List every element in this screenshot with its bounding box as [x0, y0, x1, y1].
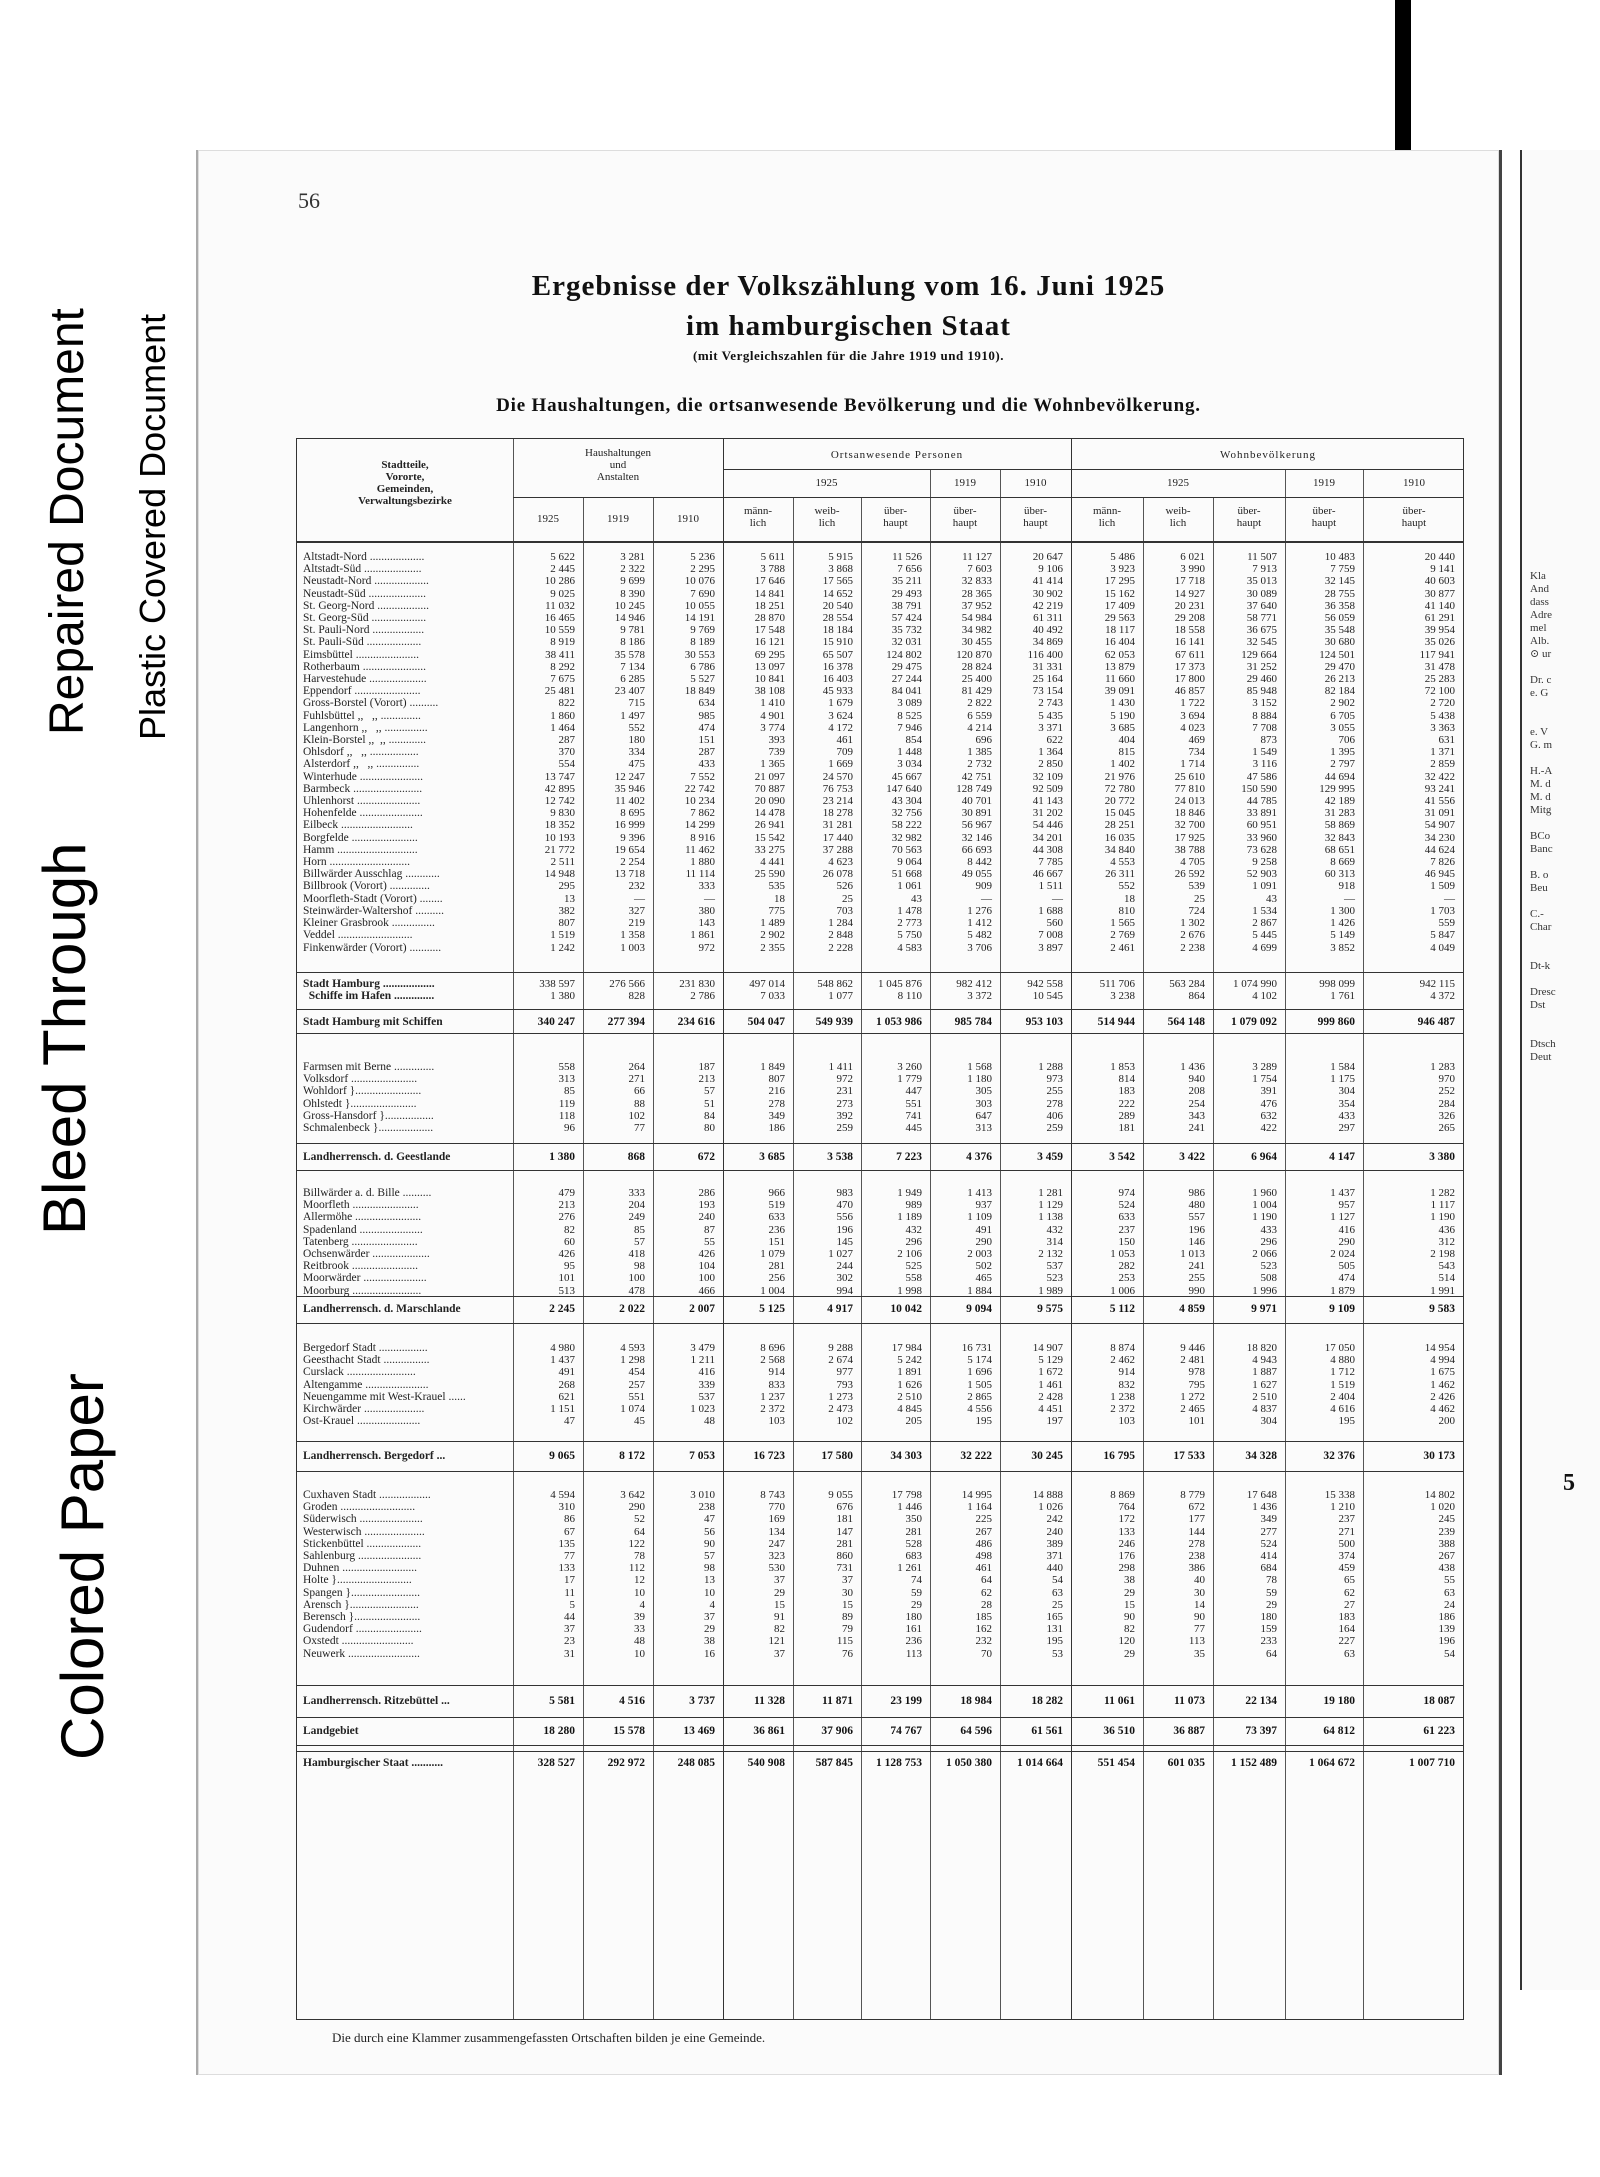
header-1925-resident: 1925 [1167, 477, 1189, 489]
value-col-10: 17 533 [1173, 1450, 1205, 1462]
value-col-10: 3 422 [1179, 1151, 1205, 1163]
value-col-13: 1 283 970 252 284 326 265 [1430, 1061, 1455, 1135]
value-col-11: 34 328 [1245, 1450, 1277, 1462]
value-col-10: 36 887 [1173, 1725, 1205, 1737]
value-col-7: 982 412 3 372 [956, 978, 992, 1003]
page-title-line2: im hamburgischen Staat [686, 310, 1011, 342]
value-col-12: 64 812 [1323, 1725, 1355, 1737]
value-col-8: 20 647 9 106 41 414 30 902 42 219 61 311 40 492 34 869 116 400 31 331 25 164 73 154 2 743 5 435 3 371 622 1 364 2 850 32 109 92 509 41 143 31 202 54 446 34 201 44 308 7 785 46 667 1 511 — 1 688 560 7 008 3 897 [1027, 551, 1063, 954]
value-col-6: 1 045 876 8 110 [878, 978, 922, 1003]
value-col-2: 868 [627, 1151, 645, 1163]
value-col-13: 20 440 9 141 40 603 30 877 41 140 61 291 39 954 35 026 117 941 31 478 25 283 72 100 2 720 5 438 3 363 631 1 371 2 859 32 422 93 241 41 556 31 091 54 907 34 230 44 624 7 826 46 945 1 509 — 1 703 559 5 847 4 049 [1419, 551, 1455, 954]
value-col-2: 276 566 828 [609, 978, 645, 1003]
repaired-document-label: Repaired Document [41, 308, 94, 735]
value-col-9: 974 524 633 237 150 1 053 282 253 1 006 [1110, 1187, 1135, 1297]
header-present-persons: Ortsanwesende Personen [830, 449, 964, 461]
header-1919-present: 1919 [954, 477, 976, 489]
value-col-12: 15 338 1 210 237 271 500 374 459 65 62 27 183 164 227 63 [1324, 1489, 1355, 1660]
value-col-12: 17 050 4 880 1 712 1 519 2 404 4 616 195 [1324, 1342, 1355, 1428]
adjacent-page-number: 5 [1563, 1470, 1575, 1496]
value-col-13: 1 282 1 117 1 190 436 312 2 198 543 514 1 991 [1430, 1187, 1455, 1297]
header-total: über- haupt [883, 505, 908, 529]
header-1910-resident: 1910 [1403, 477, 1425, 489]
value-col-2: 4 593 1 298 454 257 551 1 074 45 [620, 1342, 645, 1428]
value-col-8: 18 282 [1031, 1695, 1063, 1707]
value-col-10: 6 021 3 990 17 718 14 927 20 231 29 208 18 558 16 141 67 611 17 373 17 800 46 857 1 722 3 694 4 023 469 734 1 714 25 610 77 810 24 013 18 846 32 700 17 925 38 788 4 705 26 592 539 25 724 1 302 2 676 2 238 [1174, 551, 1205, 954]
value-col-10: 601 035 [1167, 1757, 1205, 1769]
value-col-7: 4 376 [966, 1151, 992, 1163]
value-col-8: 14 888 1 026 242 240 389 371 440 54 63 25 165 131 195 53 [1032, 1489, 1063, 1660]
value-col-3: 2 007 [689, 1303, 715, 1315]
value-col-5: 548 862 1 077 [817, 978, 853, 1003]
value-col-4: 11 328 [754, 1695, 785, 1707]
header-res-female: weib- lich [1165, 505, 1191, 529]
value-col-8: 1 281 1 129 1 138 432 314 2 132 537 523 1 989 [1038, 1187, 1063, 1297]
value-col-10: 8 779 672 177 144 278 238 386 40 30 14 90 77 113 35 [1180, 1489, 1205, 1660]
total-bergedorf-label: Landherrensch. Bergedorf ... [303, 1450, 446, 1462]
value-col-8: 953 103 [1025, 1016, 1063, 1028]
value-col-3: 187 213 57 51 84 80 [698, 1061, 715, 1135]
value-col-1: 9 065 [549, 1450, 575, 1462]
value-col-6: 74 767 [890, 1725, 922, 1737]
value-col-9: 16 795 [1103, 1450, 1135, 1462]
value-col-13: 942 115 4 372 [1419, 978, 1455, 1003]
table-heading: Die Haushaltungen, die ortsanwesende Bevölkerung und die Wohnbevölkerung. [496, 395, 1201, 416]
value-col-7: 64 596 [960, 1725, 992, 1737]
value-col-1: 5 622 2 445 10 286 9 025 11 032 16 465 10 559 8 919 38 411 8 292 7 675 25 481 822 1 860 1 464 287 370 554 13 747 42 895 12 742 9 830 18 352 10 193 21 772 2 511 14 948 295 13 382 807 1 519 1 242 [544, 551, 575, 954]
value-col-7: 14 995 1 164 225 267 486 498 461 64 62 28 185 162 232 70 [961, 1489, 992, 1660]
value-col-13: 9 583 [1429, 1303, 1455, 1315]
value-col-1: 340 247 [537, 1016, 575, 1028]
value-col-6: 3 260 1 779 447 551 741 445 [897, 1061, 922, 1135]
value-col-4: 8 696 2 568 914 833 1 237 2 372 103 [760, 1342, 785, 1428]
value-col-11: 18 820 4 943 1 887 1 627 2 510 4 837 304 [1246, 1342, 1277, 1428]
value-col-6: 1 949 989 1 189 432 296 2 106 525 558 1 998 [897, 1187, 922, 1297]
header-total-1910: über- haupt [1023, 505, 1048, 529]
header-1919-resident: 1919 [1313, 477, 1335, 489]
value-col-9: 5 112 [1109, 1303, 1135, 1315]
value-col-10: 9 446 2 481 978 795 1 272 2 465 101 [1180, 1342, 1205, 1428]
value-col-1: 338 597 1 380 [539, 978, 575, 1003]
value-col-12: 9 109 [1329, 1303, 1355, 1315]
value-col-1: 479 213 276 82 60 426 95 101 513 [558, 1187, 575, 1297]
district-names-city: Altstadt-Nord ................... Altstadt-Süd .................... Neustadt-Nord ................... Neustadt-Süd .................... St. Georg-Nord .................. St. Georg-Süd ................... St. Pauli-Nord .................. St. Pauli-Süd ................... Eimsbüttel ...................... Rotherbaum ...................... Harvestehude .................... Eppendorf ....................... Gross-Borstel (Vorort) .......... Fuhlsbüttel ,, ,, .............. Langenhorn ,, ,, ............... Klein-Borstel ,, ,, ............. Ohlsdorf ,, ,, ................. Alsterdorf ,, ,, ............... Winterhude ...................... Barmbeck ........................ Uhlenhorst ...................... Hohenfelde ...................... Eilbeck ......................... Borgfelde ....................... Hamm ............................ Horn ............................ Billwärder Ausschlag ............ Billbrook (Vorort) .............. Moorfleth-Stadt (Vorort) ........ Steinwärder-Waltershof .......... Kleiner Grasbrook ............... Veddel .......................... Finkenwärder (Vorort) ........... [303, 551, 444, 954]
value-col-12: 1 584 1 175 304 354 433 297 [1330, 1061, 1355, 1135]
header-resident-population: Wohnbevölkerung [1220, 449, 1316, 461]
value-col-11: 6 964 [1251, 1151, 1277, 1163]
value-col-1: 328 527 [537, 1757, 575, 1769]
value-col-3: 5 236 2 295 10 076 7 690 10 055 14 191 9 769 8 189 30 553 6 786 5 527 18 849 634 985 474 151 287 433 7 552 22 742 10 234 7 862 14 299 8 916 11 462 1 880 11 114 333 — 380 143 1 861 972 [684, 551, 715, 954]
value-col-8: 1 014 664 [1017, 1757, 1063, 1769]
value-col-1: 18 280 [543, 1725, 575, 1737]
value-col-8: 1 288 973 255 278 406 259 [1038, 1061, 1063, 1135]
value-col-10: 11 073 [1174, 1695, 1205, 1707]
total-schiffe-label: Stadt Hamburg mit Schiffen [303, 1016, 443, 1028]
value-col-9: 514 944 [1097, 1016, 1135, 1028]
value-col-8: 14 907 5 129 1 672 1 461 2 428 4 451 197 [1032, 1342, 1063, 1428]
value-col-2: 8 172 [619, 1450, 645, 1462]
value-col-4: 5 125 [759, 1303, 785, 1315]
value-col-10: 1 436 940 208 254 343 241 [1180, 1061, 1205, 1135]
value-col-8: 9 575 [1037, 1303, 1063, 1315]
page-title: Ergebnisse der Volkszählung vom 16. Juni 1925 [531, 270, 1166, 302]
value-col-4: 5 611 3 788 17 646 14 841 18 251 28 870 17 548 16 121 69 295 13 097 10 841 38 108 1 410 4 901 3 774 393 739 1 365 21 097 70 887 20 090 14 478 26 941 15 542 33 275 4 441 25 590 535 18 775 1 489 2 902 2 355 [754, 551, 785, 954]
value-col-6: 7 223 [896, 1151, 922, 1163]
district-names-marsch: Billwärder a. d. Bille .......... Moorfleth ....................... Allermöhe ....................... Spadenland ...................... Tatenberg ....................... Ochsenwärder .................... Reitbrook ....................... Moorwärder ...................... Moorburg ........................ [303, 1187, 432, 1297]
value-col-2: 333 204 249 85 57 418 98 100 478 [628, 1187, 645, 1297]
value-col-7: 18 984 [960, 1695, 992, 1707]
value-col-2: 264 271 66 88 102 77 [628, 1061, 645, 1135]
header-res-total: über- haupt [1236, 505, 1262, 529]
value-col-4: 1 849 807 216 278 349 186 [760, 1061, 785, 1135]
value-col-4: 8 743 770 169 134 247 323 530 37 29 15 91 82 121 37 [760, 1489, 785, 1660]
header-households: Haushaltungen und Anstalten [585, 447, 651, 483]
value-col-5: 9 288 2 674 977 793 1 273 2 473 102 [828, 1342, 853, 1428]
value-col-9: 3 542 [1109, 1151, 1135, 1163]
value-col-4: 504 047 [747, 1016, 785, 1028]
value-col-2: 15 578 [613, 1725, 645, 1737]
value-col-2: 2 022 [619, 1303, 645, 1315]
value-col-12: 4 147 [1329, 1151, 1355, 1163]
value-col-1: 5 581 [549, 1695, 575, 1707]
value-col-5: 11 871 [822, 1695, 853, 1707]
staat-label: Hamburgischer Staat ........... [303, 1757, 444, 1769]
value-col-12: 999 860 [1317, 1016, 1355, 1028]
value-col-11: 9 971 [1251, 1303, 1277, 1315]
value-col-4: 3 685 [759, 1151, 785, 1163]
value-col-6: 34 303 [890, 1450, 922, 1462]
value-col-3: 3 479 1 211 416 339 537 1 023 48 [690, 1342, 715, 1428]
total-stadt-label: Stadt Hamburg .................. Schiffe im Hafen .............. [303, 978, 435, 1003]
total-marsch-label: Landherrensch. d. Marschlande [303, 1303, 461, 1315]
header-1910-present: 1910 [1024, 477, 1047, 489]
value-col-1: 1 380 [549, 1151, 575, 1163]
value-col-2: 4 516 [619, 1695, 645, 1707]
value-col-7: 9 094 [966, 1303, 992, 1315]
value-col-2: 3 642 290 52 64 122 78 112 12 10 4 39 33 48 10 [620, 1489, 645, 1660]
value-col-11: 17 648 1 436 349 277 524 414 684 78 59 29 180 159 233 64 [1246, 1489, 1277, 1660]
value-col-9: 1 853 814 183 222 289 181 [1110, 1061, 1135, 1135]
value-col-6: 1 128 753 [876, 1757, 922, 1769]
value-col-12: 10 483 7 759 32 145 28 755 36 358 56 059 35 548 30 680 124 501 29 470 26 213 82 184 2 902 6 705 3 055 706 1 395 2 797 44 694 129 995 42 189 31 283 58 869 32 843 68 651 8 669 60 313 918 — 1 300 1 426 5 149 3 852 [1319, 551, 1355, 954]
value-col-6: 17 984 5 242 1 891 1 626 2 510 4 845 205 [891, 1342, 922, 1428]
value-col-5: 983 470 556 196 145 1 027 244 302 994 [828, 1187, 853, 1297]
value-col-6: 17 798 1 446 350 281 528 683 1 261 74 59 29 180 161 236 113 [891, 1489, 922, 1660]
value-col-3: 672 [697, 1151, 715, 1163]
value-col-10: 4 859 [1179, 1303, 1205, 1315]
value-col-1: 4 594 310 86 67 135 77 133 17 11 5 44 37 23 31 [550, 1489, 575, 1660]
value-col-13: 946 487 [1417, 1016, 1455, 1028]
header-hh-1925: 1925 [537, 513, 559, 525]
value-col-8: 30 245 [1031, 1450, 1063, 1462]
header-district: Stadtteile, Vororte, Gemeinden, Verwaltungsbezirke [358, 459, 452, 507]
value-col-7: 32 222 [960, 1450, 992, 1462]
value-col-13: 3 380 [1429, 1151, 1455, 1163]
value-col-13: 14 954 4 994 1 675 1 462 2 426 4 462 200 [1424, 1342, 1455, 1428]
value-col-11: 1 152 489 [1231, 1757, 1277, 1769]
header-female: weib- lich [814, 505, 840, 529]
header-res-male: männ- lich [1092, 505, 1122, 529]
value-col-5: 37 906 [821, 1725, 853, 1737]
value-col-4: 16 723 [753, 1450, 785, 1462]
header-hh-1919: 1919 [607, 513, 629, 525]
adjacent-page [1520, 150, 1600, 1990]
landgebiet-label: Landgebiet [303, 1725, 359, 1737]
value-col-11: 22 134 [1245, 1695, 1277, 1707]
page-number: 56 [298, 188, 320, 213]
value-col-2: 277 394 [607, 1016, 645, 1028]
value-col-7: 1 050 380 [946, 1757, 992, 1769]
scan-edge-bar [1395, 0, 1411, 172]
value-col-6: 11 526 7 656 35 211 29 493 38 791 57 424 35 732 32 031 124 802 29 475 27 244 84 041 3 089 8 525 7 946 854 1 448 3 034 45 667 147 640 43 304 32 756 58 222 32 982 70 563 9 064 51 668 1 061 43 1 478 2 773 5 750 4 583 [886, 551, 922, 954]
value-col-3: 234 616 [677, 1016, 715, 1028]
value-col-13: 14 802 1 020 245 239 388 267 438 55 63 24 186 139 196 54 [1424, 1489, 1455, 1660]
value-col-11: 11 507 7 913 35 013 30 089 37 640 58 771 36 675 32 545 129 664 31 252 29 460 85 948 3 152 8 884 7 708 873 1 549 3 116 47 586 150 590 44 785 33 891 60 951 33 960 73 628 9 258 52 903 1 091 43 1 534 2 867 5 445 4 699 [1241, 551, 1277, 954]
value-col-3: 13 469 [683, 1725, 715, 1737]
value-col-4: 36 861 [753, 1725, 785, 1737]
value-col-12: 1 064 672 [1309, 1757, 1355, 1769]
value-col-12: 998 099 1 761 [1319, 978, 1355, 1003]
value-col-3: 231 830 2 786 [679, 978, 715, 1003]
value-col-3: 286 193 240 87 55 426 104 100 466 [698, 1187, 715, 1297]
value-col-7: 11 127 7 603 32 833 28 365 37 952 54 984 34 982 30 455 120 870 28 824 25 400 81 429 2 822 6 559 4 214 696 1 385 2 732 42 751 128 749 40 701 30 891 56 967 32 146 66 693 8 442 49 055 909 — 1 276 1 412 5 482 3 706 [956, 551, 992, 954]
value-col-2: 292 972 [607, 1757, 645, 1769]
value-col-1: 2 245 [549, 1303, 575, 1315]
value-col-3: 7 053 [689, 1450, 715, 1462]
header-male: männ- lich [743, 505, 773, 529]
document-page [196, 150, 1502, 2075]
value-col-11: 73 397 [1245, 1725, 1277, 1737]
value-col-7: 1 413 937 1 109 491 290 2 003 502 465 1 884 [967, 1187, 992, 1297]
value-col-12: 19 180 [1323, 1695, 1355, 1707]
value-col-4: 540 908 [747, 1757, 785, 1769]
value-col-12: 1 437 957 1 127 416 290 2 024 505 474 1 879 [1330, 1187, 1355, 1297]
value-col-3: 3 737 [689, 1695, 715, 1707]
colored-paper-label: Colored Paper [49, 1373, 116, 1760]
value-col-11: 1 079 092 [1231, 1016, 1277, 1028]
value-col-2: 3 281 2 322 9 699 8 390 10 245 14 946 9 781 8 186 35 578 7 134 6 285 23 407 715 1 497 552 180 334 475 12 247 35 946 11 402 8 695 16 999 9 396 19 654 2 254 13 718 232 — 327 219 1 358 1 003 [614, 551, 645, 954]
value-col-9: 36 510 [1103, 1725, 1135, 1737]
value-col-5: 1 411 972 231 273 392 259 [828, 1061, 853, 1135]
value-col-5: 5 915 3 868 17 565 14 652 20 540 28 554 18 184 15 910 65 507 16 378 16 403 45 933 1 679 3 624 4 172 461 709 1 669 24 570 76 753 23 214 18 278 31 281 17 440 37 288 4 623 26 078 526 25 703 1 284 2 848 2 228 [822, 551, 853, 954]
footnote: Die durch eine Klammer zusammengefassten Ortschaften bilden je eine Gemeinde. [332, 2030, 766, 2045]
value-col-10: 564 148 [1167, 1016, 1205, 1028]
value-col-1: 558 313 85 119 118 96 [558, 1061, 575, 1135]
value-col-7: 16 731 5 174 1 696 1 505 2 865 4 556 195 [961, 1342, 992, 1428]
value-col-5: 587 845 [815, 1757, 853, 1769]
value-col-9: 11 061 [1104, 1695, 1135, 1707]
value-col-13: 1 007 710 [1409, 1757, 1455, 1769]
value-col-8: 942 558 10 545 [1027, 978, 1063, 1003]
value-col-10: 563 284 864 [1169, 978, 1205, 1003]
value-col-6: 1 053 986 [876, 1016, 922, 1028]
plastic-covered-label: Plastic Covered Document [132, 313, 173, 740]
value-col-9: 551 454 [1097, 1757, 1135, 1769]
value-col-13: 30 173 [1423, 1450, 1455, 1462]
value-col-7: 1 568 1 180 305 303 647 313 [967, 1061, 992, 1135]
value-col-3: 3 010 238 47 56 90 57 98 13 10 4 37 29 38 16 [690, 1489, 715, 1660]
value-col-11: 3 289 1 754 391 476 632 422 [1252, 1061, 1277, 1135]
value-col-5: 549 939 [815, 1016, 853, 1028]
district-names-geest: Farmsen mit Berne .............. Volksdorf ....................... Wohldorf }....................... Ohlstedt }....................... Gross-Hansdorf }................. Schmalenbeck }................... [303, 1061, 435, 1135]
header-total-1919: über- haupt [952, 505, 978, 529]
value-col-6: 23 199 [890, 1695, 922, 1707]
bleed-through-label: Bleed Through [31, 842, 98, 1235]
value-col-11: 1 074 990 4 102 [1233, 978, 1277, 1003]
value-col-5: 4 917 [827, 1303, 853, 1315]
district-names-ritzebuettel: Cuxhaven Stadt .................. Groden .......................... Süderwisch ...................... Westerwisch ..................... Stickenbüttel ................... Sahlenburg ...................... Duhnen .......................... Holte }.......................... Spangen }........................ Arensch }........................ Berensch }....................... Gudendorf ....................... Oxstedt ......................... Neuwerk ......................... [303, 1489, 431, 1660]
total-geest-label: Landherrensch. d. Geestlande [303, 1151, 451, 1163]
total-ritzebuettel-label: Landherrensch. Ritzebüttel ... [303, 1695, 450, 1707]
value-col-3: 248 085 [677, 1757, 715, 1769]
adjacent-page-text: Kla And dass Adre mel Alb. ⊙ ur Dr. c e. G e. V G. m H.-A M. d M. d Mitg BCo Banc B. o Beu C.- Char Dt-k Dresc Dst Dtsch Deut [1530, 570, 1556, 1063]
value-col-12: 32 376 [1323, 1450, 1355, 1462]
value-col-13: 18 087 [1423, 1695, 1455, 1707]
value-col-5: 17 580 [821, 1450, 853, 1462]
value-col-9: 8 874 2 462 914 832 1 238 2 372 103 [1110, 1342, 1135, 1428]
value-col-10: 986 480 557 196 146 1 013 241 255 990 [1180, 1187, 1205, 1297]
value-col-5: 3 538 [827, 1151, 853, 1163]
value-col-9: 8 869 764 172 133 246 176 298 38 29 15 90 82 120 29 [1110, 1489, 1135, 1660]
value-col-9: 511 706 3 238 [1099, 978, 1135, 1003]
header-res-total-1910: über- haupt [1401, 505, 1427, 529]
value-col-9: 5 486 3 923 17 295 15 162 17 409 29 563 18 117 16 404 62 053 13 879 11 660 39 091 1 430 5 190 3 685 404 815 1 402 21 976 72 780 20 772 15 045 28 251 16 035 34 840 4 553 26 311 552 18 810 1 565 2 769 2 461 [1104, 551, 1135, 954]
value-col-6: 10 042 [890, 1303, 922, 1315]
value-col-4: 497 014 7 033 [749, 978, 785, 1003]
value-col-13: 61 223 [1423, 1725, 1455, 1737]
census-table [296, 438, 1464, 2020]
header-res-total-1919: über- haupt [1311, 505, 1337, 529]
value-col-7: 985 784 [954, 1016, 992, 1028]
page-subtitle: (mit Vergleichszahlen für die Jahre 1919 und 1910). [692, 348, 1005, 363]
value-col-1: 4 980 1 437 491 268 621 1 151 47 [550, 1342, 575, 1428]
header-1925-present: 1925 [815, 477, 838, 489]
value-col-8: 61 561 [1031, 1725, 1063, 1737]
value-col-11: 1 960 1 004 1 190 433 296 2 066 523 508 1 996 [1252, 1187, 1277, 1297]
value-col-8: 3 459 [1037, 1151, 1063, 1163]
header-hh-1910: 1910 [677, 513, 699, 525]
value-col-5: 9 055 676 181 147 281 860 731 37 30 15 89 79 115 76 [828, 1489, 853, 1660]
value-col-4: 966 519 633 236 151 1 079 281 256 1 004 [760, 1187, 785, 1297]
district-names-bergedorf: Bergedorf Stadt ................. Geesthacht Stadt ................ Curslack ........................ Altengamme ...................... Neuengamme mit West-Krauel ...... Kirchwärder ..................... Ost-Krauel ...................... [303, 1342, 466, 1428]
